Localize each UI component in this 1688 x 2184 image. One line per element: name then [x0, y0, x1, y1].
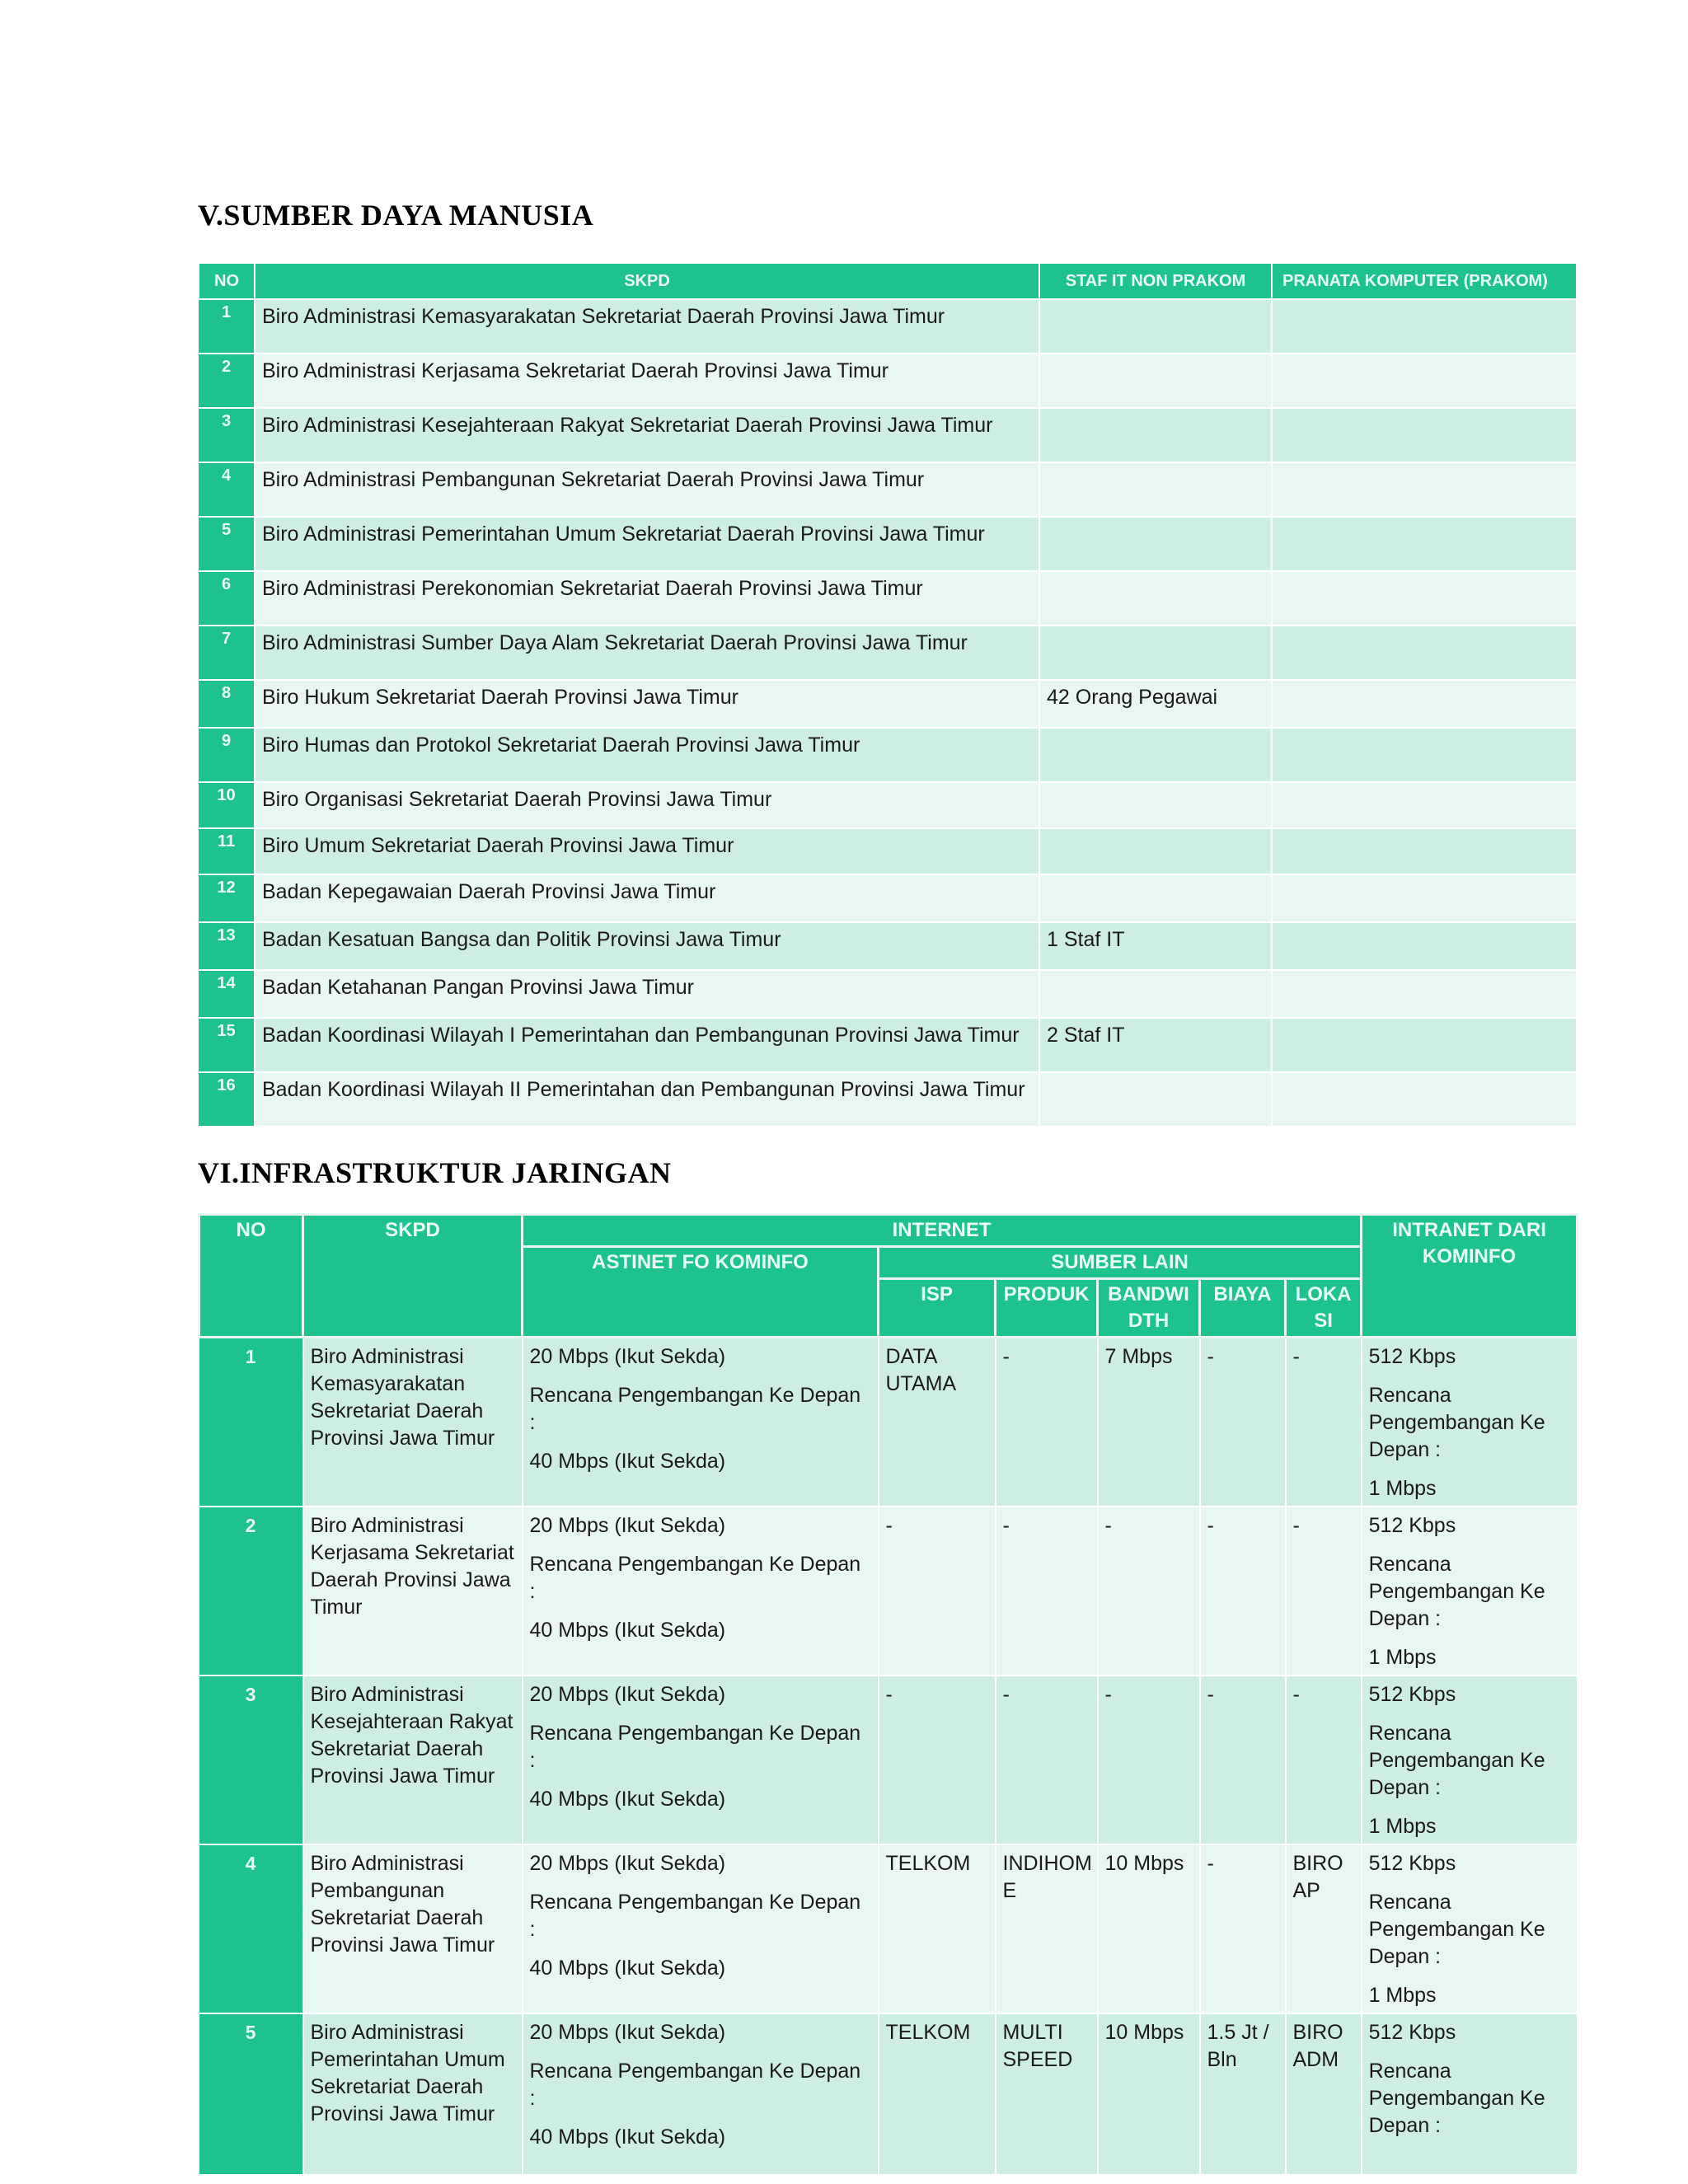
cell-skpd: Badan Kepegawaian Daerah Provinsi Jawa Timur	[255, 874, 1039, 922]
header-astinet: ASTINET FO KOMINFO	[523, 1247, 879, 1338]
cell-no: 15	[199, 1018, 255, 1072]
table-row	[199, 1338, 1578, 1507]
table-row	[199, 1507, 1578, 1675]
cell-staf-it	[1039, 782, 1272, 828]
cell-prakom	[1272, 828, 1577, 874]
cell-lokasi: BIRO AP	[1286, 1844, 1362, 2013]
cell-biaya: 1.5 Jt / Bln	[1200, 2013, 1286, 2175]
table-row	[199, 354, 1577, 408]
cell-lokasi: BIRO ADM	[1286, 2013, 1362, 2175]
cell-biaya: -	[1200, 1338, 1286, 1507]
cell-lokasi: -	[1286, 1675, 1362, 1844]
header-skpd: SKPD	[255, 263, 1039, 299]
cell-skpd: Biro Administrasi Pemerintahan Umum Sekretariat Daerah Provinsi Jawa Timur	[303, 2013, 523, 2175]
cell-no: 4	[199, 462, 255, 517]
cell-astinet	[523, 1675, 879, 1844]
header-no: NO	[199, 263, 255, 299]
cell-no: 1	[199, 299, 255, 354]
cell-prakom	[1272, 680, 1577, 728]
cell-prakom	[1272, 462, 1577, 517]
table-row	[199, 1675, 1578, 1844]
cell-prakom	[1272, 299, 1577, 354]
cell-staf-it	[1039, 828, 1272, 874]
header-bandwidth: BANDWI DTH	[1098, 1279, 1200, 1338]
table-row	[199, 728, 1577, 782]
cell-staf-it	[1039, 970, 1272, 1018]
table-row	[199, 680, 1577, 728]
cell-no: 9	[199, 728, 255, 782]
header-biaya: BIAYA	[1200, 1279, 1286, 1338]
cell-astinet	[523, 1507, 879, 1675]
section-title-sdm: V.SUMBER DAYA MANUSIA	[198, 199, 594, 232]
table-row	[199, 517, 1577, 571]
cell-no: 6	[199, 571, 255, 626]
cell-intranet-line: 512 Kbps	[1368, 1683, 1456, 1706]
header-skpd: SKPD	[303, 1215, 523, 1338]
cell-intranet-line: 512 Kbps	[1368, 1514, 1456, 1537]
cell-biaya: -	[1200, 1507, 1286, 1675]
cell-staf-it	[1039, 728, 1272, 782]
cell-lokasi: -	[1286, 1338, 1362, 1507]
cell-prakom	[1272, 354, 1577, 408]
table-row	[199, 626, 1577, 680]
sdm-table	[198, 262, 1578, 1127]
table-row	[199, 408, 1577, 462]
table-row	[199, 299, 1577, 354]
cell-produk: -	[996, 1338, 1098, 1507]
cell-intranet-line: Rencana Pengembangan Ke Depan :	[1368, 2060, 1545, 2137]
cell-no: 5	[199, 517, 255, 571]
cell-intranet-line: 1 Mbps	[1368, 1815, 1437, 1838]
cell-astinet	[523, 1844, 879, 2013]
table-row	[199, 462, 1577, 517]
cell-intranet	[1362, 1507, 1578, 1675]
cell-skpd: Biro Administrasi Pemerintahan Umum Sekretariat Daerah Provinsi Jawa Timur	[255, 517, 1039, 571]
cell-intranet-line: 512 Kbps	[1368, 1345, 1456, 1368]
header-no: NO	[199, 1215, 303, 1338]
cell-astinet	[523, 2013, 879, 2175]
cell-bandwidth: 10 Mbps	[1098, 1844, 1200, 2013]
table-row	[199, 1072, 1577, 1127]
cell-astinet-line: 40 Mbps (Ikut Sekda)	[529, 1619, 726, 1642]
cell-astinet-line: Rencana Pengembangan Ke Depan :	[529, 1384, 861, 1434]
cell-no: 16	[199, 1072, 255, 1127]
sdm-table-body	[199, 299, 1577, 1127]
cell-astinet-line: Rencana Pengembangan Ke Depan :	[529, 1891, 861, 1941]
cell-astinet-line: 20 Mbps (Ikut Sekda)	[529, 1514, 726, 1537]
cell-biaya: -	[1200, 1844, 1286, 2013]
cell-intranet-line: 1 Mbps	[1368, 1477, 1437, 1500]
table-row	[199, 782, 1577, 828]
cell-produk: -	[996, 1507, 1098, 1675]
cell-prakom	[1272, 626, 1577, 680]
cell-skpd: Biro Administrasi Sumber Daya Alam Sekretariat Daerah Provinsi Jawa Timur	[255, 626, 1039, 680]
header-prakom: PRANATA KOMPUTER (PRAKOM)	[1272, 263, 1577, 299]
cell-skpd: Biro Humas dan Protokol Sekretariat Daerah Provinsi Jawa Timur	[255, 728, 1039, 782]
header-internet: INTERNET	[523, 1215, 1362, 1247]
cell-prakom	[1272, 922, 1577, 970]
cell-staf-it	[1039, 626, 1272, 680]
cell-astinet-line: Rencana Pengembangan Ke Depan :	[529, 2060, 861, 2110]
cell-produk: -	[996, 1675, 1098, 1844]
cell-intranet-line: 1 Mbps	[1368, 1646, 1437, 1669]
cell-skpd: Biro Administrasi Pembangunan Sekretariat Daerah Provinsi Jawa Timur	[303, 1844, 523, 2013]
cell-intranet	[1362, 1675, 1578, 1844]
cell-no: 5	[199, 2013, 303, 2175]
cell-staf-it	[1039, 408, 1272, 462]
cell-intranet-line: 512 Kbps	[1368, 2021, 1456, 2044]
cell-no: 14	[199, 970, 255, 1018]
cell-no: 1	[199, 1338, 303, 1507]
cell-staf-it	[1039, 354, 1272, 408]
cell-no: 7	[199, 626, 255, 680]
cell-skpd: Biro Administrasi Perekonomian Sekretariat Daerah Provinsi Jawa Timur	[255, 571, 1039, 626]
section-title-infrastruktur: VI.INFRASTRUKTUR JARINGAN	[198, 1156, 672, 1189]
cell-prakom	[1272, 970, 1577, 1018]
cell-astinet-line: 40 Mbps (Ikut Sekda)	[529, 1957, 726, 1980]
cell-skpd: Biro Umum Sekretariat Daerah Provinsi Jawa Timur	[255, 828, 1039, 874]
cell-staf-it: 1 Staf IT	[1039, 922, 1272, 970]
cell-prakom	[1272, 517, 1577, 571]
table-row	[199, 970, 1577, 1018]
cell-astinet-line: 20 Mbps (Ikut Sekda)	[529, 2021, 726, 2044]
cell-intranet-line: Rencana Pengembangan Ke Depan :	[1368, 1722, 1545, 1799]
cell-intranet-line: 512 Kbps	[1368, 1852, 1456, 1875]
cell-staf-it: 2 Staf IT	[1039, 1018, 1272, 1072]
table-row	[199, 1844, 1578, 2013]
cell-no: 13	[199, 922, 255, 970]
table-row	[199, 571, 1577, 626]
cell-isp: DATA UTAMA	[879, 1338, 996, 1507]
cell-skpd: Biro Administrasi Pembangunan Sekretariat Daerah Provinsi Jawa Timur	[255, 462, 1039, 517]
table-row	[199, 2013, 1578, 2175]
cell-isp: -	[879, 1675, 996, 1844]
cell-no: 2	[199, 1507, 303, 1675]
cell-isp: TELKOM	[879, 1844, 996, 2013]
cell-staf-it	[1039, 517, 1272, 571]
cell-biaya: -	[1200, 1675, 1286, 1844]
cell-bandwidth: -	[1098, 1507, 1200, 1675]
cell-astinet-line: 20 Mbps (Ikut Sekda)	[529, 1345, 726, 1368]
cell-no: 12	[199, 874, 255, 922]
cell-isp: TELKOM	[879, 2013, 996, 2175]
cell-produk: INDIHOM E	[996, 1844, 1098, 2013]
cell-intranet-line: Rencana Pengembangan Ke Depan :	[1368, 1891, 1545, 1968]
cell-staf-it: 42 Orang Pegawai	[1039, 680, 1272, 728]
cell-skpd: Biro Administrasi Kemasyarakatan Sekretariat Daerah Provinsi Jawa Timur	[255, 299, 1039, 354]
cell-bandwidth: -	[1098, 1675, 1200, 1844]
cell-astinet-line: 40 Mbps (Ikut Sekda)	[529, 2125, 726, 2149]
cell-no: 11	[199, 828, 255, 874]
cell-staf-it	[1039, 571, 1272, 626]
header-isp: ISP	[879, 1279, 996, 1338]
cell-no: 8	[199, 680, 255, 728]
cell-prakom	[1272, 1072, 1577, 1127]
header-sumber-lain: SUMBER LAIN	[879, 1247, 1362, 1279]
cell-astinet	[523, 1338, 879, 1507]
cell-astinet-line: 40 Mbps (Ikut Sekda)	[529, 1450, 726, 1473]
header-produk: PRODUK	[996, 1279, 1098, 1338]
cell-skpd: Biro Administrasi Kesejahteraan Rakyat Sekretariat Daerah Provinsi Jawa Timur	[255, 408, 1039, 462]
cell-staf-it	[1039, 1072, 1272, 1127]
cell-prakom	[1272, 408, 1577, 462]
table-row	[199, 828, 1577, 874]
cell-no: 2	[199, 354, 255, 408]
header-lokasi: LOKA SI	[1286, 1279, 1362, 1338]
cell-skpd: Biro Organisasi Sekretariat Daerah Provinsi Jawa Timur	[255, 782, 1039, 828]
cell-skpd: Badan Kesatuan Bangsa dan Politik Provinsi Jawa Timur	[255, 922, 1039, 970]
table-row	[199, 874, 1577, 922]
table-row	[199, 922, 1577, 970]
cell-skpd: Badan Koordinasi Wilayah II Pemerintahan dan Pembangunan Provinsi Jawa Timur	[255, 1072, 1039, 1127]
cell-prakom	[1272, 728, 1577, 782]
cell-staf-it	[1039, 874, 1272, 922]
header-staf-it: STAF IT NON PRAKOM	[1039, 263, 1272, 299]
cell-staf-it	[1039, 462, 1272, 517]
cell-intranet	[1362, 2013, 1578, 2175]
cell-lokasi: -	[1286, 1507, 1362, 1675]
cell-skpd: Biro Administrasi Kemasyarakatan Sekretariat Daerah Provinsi Jawa Timur	[303, 1338, 523, 1507]
cell-no: 10	[199, 782, 255, 828]
cell-prakom	[1272, 1018, 1577, 1072]
cell-skpd: Badan Koordinasi Wilayah I Pemerintahan dan Pembangunan Provinsi Jawa Timur	[255, 1018, 1039, 1072]
cell-no: 3	[199, 1675, 303, 1844]
cell-skpd: Biro Administrasi Kerjasama Sekretariat Daerah Provinsi Jawa Timur	[303, 1507, 523, 1675]
cell-prakom	[1272, 874, 1577, 922]
cell-bandwidth: 10 Mbps	[1098, 2013, 1200, 2175]
cell-prakom	[1272, 782, 1577, 828]
header-intranet: INTRANET DARI KOMINFO	[1362, 1215, 1578, 1338]
cell-skpd: Biro Administrasi Kerjasama Sekretariat Daerah Provinsi Jawa Timur	[255, 354, 1039, 408]
cell-intranet	[1362, 1844, 1578, 2013]
cell-skpd: Badan Ketahanan Pangan Provinsi Jawa Timur	[255, 970, 1039, 1018]
cell-intranet	[1362, 1338, 1578, 1507]
cell-skpd: Biro Hukum Sekretariat Daerah Provinsi Jawa Timur	[255, 680, 1039, 728]
table-row	[199, 1018, 1577, 1072]
cell-astinet-line: 40 Mbps (Ikut Sekda)	[529, 1788, 726, 1811]
infrastructure-table-body	[199, 1338, 1578, 2176]
cell-astinet-line: Rencana Pengembangan Ke Depan :	[529, 1722, 861, 1772]
infrastructure-table	[198, 1213, 1578, 2176]
cell-intranet-line: Rencana Pengembangan Ke Depan :	[1368, 1553, 1545, 1630]
cell-skpd: Biro Administrasi Kesejahteraan Rakyat Sekretariat Daerah Provinsi Jawa Timur	[303, 1675, 523, 1844]
cell-bandwidth: 7 Mbps	[1098, 1338, 1200, 1507]
cell-astinet-line: Rencana Pengembangan Ke Depan :	[529, 1553, 861, 1603]
cell-isp: -	[879, 1507, 996, 1675]
cell-produk: MULTI SPEED	[996, 2013, 1098, 2175]
cell-no: 3	[199, 408, 255, 462]
cell-intranet-line: 1 Mbps	[1368, 1984, 1437, 2007]
cell-intranet-line: Rencana Pengembangan Ke Depan :	[1368, 1384, 1545, 1461]
cell-prakom	[1272, 571, 1577, 626]
cell-astinet-line: 20 Mbps (Ikut Sekda)	[529, 1852, 726, 1875]
cell-astinet-line: 20 Mbps (Ikut Sekda)	[529, 1683, 726, 1706]
cell-no: 4	[199, 1844, 303, 2013]
cell-staf-it	[1039, 299, 1272, 354]
